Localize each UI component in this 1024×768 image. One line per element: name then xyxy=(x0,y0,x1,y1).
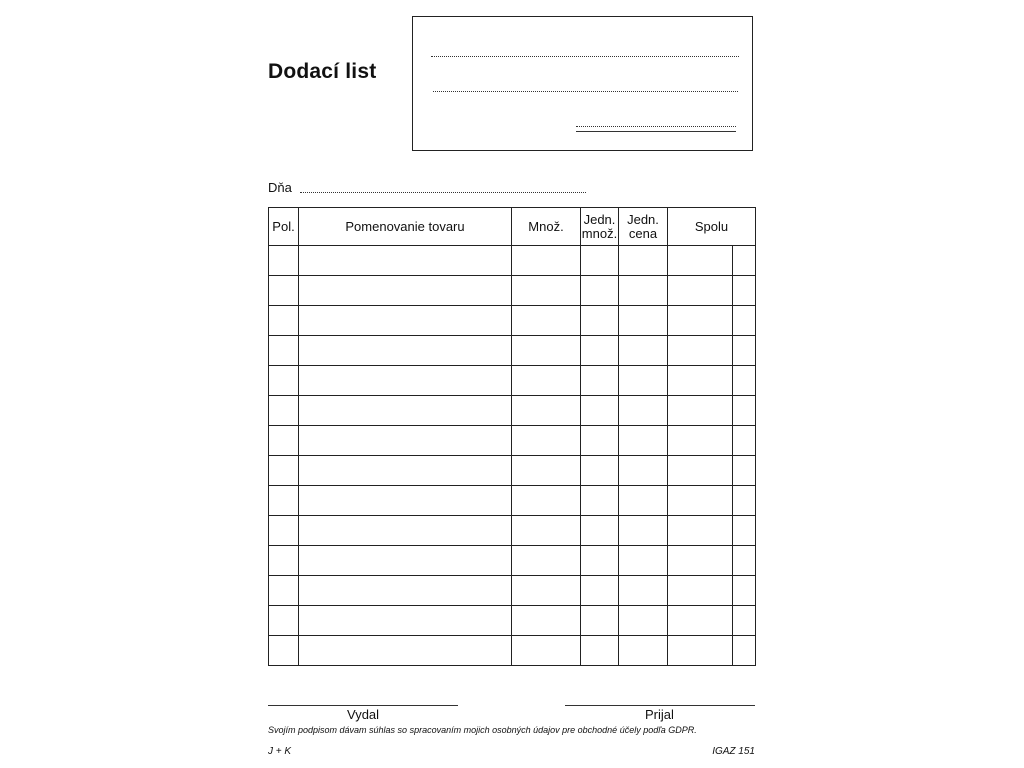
cell-unit-qty[interactable] xyxy=(581,396,619,426)
cell-unit-qty[interactable] xyxy=(581,246,619,276)
cell-unit-qty[interactable] xyxy=(581,486,619,516)
table-header-row xyxy=(269,208,756,246)
cell-name[interactable] xyxy=(299,276,512,306)
cell-total-fraction[interactable] xyxy=(733,606,756,636)
cell-unit-qty[interactable] xyxy=(581,306,619,336)
cell-qty[interactable] xyxy=(512,336,581,366)
document-title: Dodací list xyxy=(268,60,377,83)
cell-unit-qty[interactable] xyxy=(581,546,619,576)
cell-total-main[interactable] xyxy=(668,486,733,516)
cell-total-main[interactable] xyxy=(668,456,733,486)
header-unit-qty-line1: Jedn. xyxy=(583,211,616,227)
header-total: Spolu xyxy=(668,208,756,246)
cell-total-fraction[interactable] xyxy=(733,546,756,576)
cell-name[interactable] xyxy=(299,246,512,276)
cell-unit-price[interactable] xyxy=(619,306,668,336)
cell-qty[interactable] xyxy=(512,246,581,276)
cell-qty[interactable] xyxy=(512,486,581,516)
cell-name[interactable] xyxy=(299,336,512,366)
cell-name[interactable] xyxy=(299,606,512,636)
cell-unit-price[interactable] xyxy=(619,636,668,666)
date-label: Dňa xyxy=(268,180,292,195)
cell-total-fraction[interactable] xyxy=(733,486,756,516)
cell-total-fraction[interactable] xyxy=(733,426,756,456)
cell-name[interactable] xyxy=(299,516,512,546)
cell-total-main[interactable] xyxy=(668,336,733,366)
received-signature-line[interactable] xyxy=(565,705,755,706)
items-table xyxy=(268,207,756,666)
cell-qty[interactable] xyxy=(512,426,581,456)
table-row xyxy=(269,336,756,366)
table-row xyxy=(269,636,756,666)
cell-unit-price[interactable] xyxy=(619,336,668,366)
table-row xyxy=(269,456,756,486)
table-row xyxy=(269,546,756,576)
cell-unit-price[interactable] xyxy=(619,426,668,456)
cell-pos[interactable] xyxy=(269,456,299,486)
table-row xyxy=(269,396,756,426)
cell-unit-qty[interactable] xyxy=(581,426,619,456)
header-unit-price-line2: cena xyxy=(628,225,658,241)
cell-unit-price[interactable] xyxy=(619,546,668,576)
cell-total-main[interactable] xyxy=(668,546,733,576)
cell-unit-qty[interactable] xyxy=(581,606,619,636)
cell-unit-qty[interactable] xyxy=(581,516,619,546)
cell-name[interactable] xyxy=(299,426,512,456)
cell-pos[interactable] xyxy=(269,366,299,396)
header-qty: Množ. xyxy=(512,208,581,246)
address-line-1 xyxy=(431,56,739,57)
cell-unit-qty[interactable] xyxy=(581,456,619,486)
cell-pos[interactable] xyxy=(269,246,299,276)
cell-pos[interactable] xyxy=(269,396,299,426)
cell-unit-qty[interactable] xyxy=(581,336,619,366)
cell-total-main[interactable] xyxy=(668,426,733,456)
cell-pos[interactable] xyxy=(269,636,299,666)
cell-qty[interactable] xyxy=(512,276,581,306)
cell-total-fraction[interactable] xyxy=(733,366,756,396)
cell-pos[interactable] xyxy=(269,336,299,366)
cell-pos[interactable] xyxy=(269,426,299,456)
cell-pos[interactable] xyxy=(269,516,299,546)
cell-qty[interactable] xyxy=(512,636,581,666)
header-name: Pomenovanie tovaru xyxy=(299,208,512,246)
date-field[interactable] xyxy=(300,192,586,193)
cell-unit-price[interactable] xyxy=(619,486,668,516)
cell-qty[interactable] xyxy=(512,576,581,606)
cell-pos[interactable] xyxy=(269,546,299,576)
cell-unit-price[interactable] xyxy=(619,396,668,426)
cell-total-fraction[interactable] xyxy=(733,636,756,666)
cell-qty[interactable] xyxy=(512,366,581,396)
cell-total-fraction[interactable] xyxy=(733,336,756,366)
table-row xyxy=(269,276,756,306)
cell-qty[interactable] xyxy=(512,606,581,636)
issued-signature-line[interactable] xyxy=(268,705,458,706)
header-unit-qty-line2: množ. xyxy=(581,225,618,241)
cell-name[interactable] xyxy=(299,366,512,396)
cell-pos[interactable] xyxy=(269,486,299,516)
cell-total-main[interactable] xyxy=(668,246,733,276)
cell-unit-qty[interactable] xyxy=(581,366,619,396)
address-line-2 xyxy=(433,91,738,92)
header-unit-price xyxy=(619,208,668,246)
gdpr-consent-text: Svojím podpisom dávam súhlas so spracovaním mojich osobných údajov pre obchodné účely podľa GDPR. xyxy=(268,725,697,735)
cell-qty[interactable] xyxy=(512,396,581,426)
footer-publisher: J + K xyxy=(268,746,292,757)
cell-total-fraction[interactable] xyxy=(733,456,756,486)
cell-unit-qty[interactable] xyxy=(581,636,619,666)
received-label: Prijal xyxy=(645,707,674,722)
cell-total-main[interactable] xyxy=(668,636,733,666)
cell-qty[interactable] xyxy=(512,306,581,336)
cell-name[interactable] xyxy=(299,396,512,426)
issued-label: Vydal xyxy=(347,707,380,722)
cell-unit-price[interactable] xyxy=(619,576,668,606)
cell-pos[interactable] xyxy=(269,306,299,336)
cell-name[interactable] xyxy=(299,486,512,516)
table-row xyxy=(269,576,756,606)
cell-unit-price[interactable] xyxy=(619,366,668,396)
cell-total-main[interactable] xyxy=(668,576,733,606)
table-row xyxy=(269,246,756,276)
cell-name[interactable] xyxy=(299,456,512,486)
cell-name[interactable] xyxy=(299,306,512,336)
header-pos: Pol. xyxy=(269,208,299,246)
cell-unit-price[interactable] xyxy=(619,606,668,636)
cell-total-main[interactable] xyxy=(668,306,733,336)
cell-total-fraction[interactable] xyxy=(733,276,756,306)
cell-qty[interactable] xyxy=(512,456,581,486)
cell-unit-qty[interactable] xyxy=(581,276,619,306)
table-row xyxy=(269,606,756,636)
address-box xyxy=(412,16,753,151)
cell-total-fraction[interactable] xyxy=(733,246,756,276)
table-row xyxy=(269,426,756,456)
table-row xyxy=(269,366,756,396)
footer-form-code: IGAZ 151 xyxy=(712,746,755,757)
cell-unit-price[interactable] xyxy=(619,276,668,306)
cell-total-main[interactable] xyxy=(668,366,733,396)
header-unit-qty xyxy=(581,208,619,246)
address-line-3 xyxy=(576,126,736,127)
cell-total-fraction[interactable] xyxy=(733,576,756,606)
cell-unit-price[interactable] xyxy=(619,246,668,276)
address-line-3-underline xyxy=(576,131,736,132)
cell-total-fraction[interactable] xyxy=(733,306,756,336)
cell-total-fraction[interactable] xyxy=(733,396,756,426)
cell-unit-price[interactable] xyxy=(619,456,668,486)
table-row xyxy=(269,486,756,516)
table-row xyxy=(269,516,756,546)
cell-total-main[interactable] xyxy=(668,606,733,636)
cell-total-main[interactable] xyxy=(668,396,733,426)
header-unit-price-line1: Jedn. xyxy=(627,211,659,227)
cell-total-main[interactable] xyxy=(668,276,733,306)
cell-pos[interactable] xyxy=(269,576,299,606)
cell-total-main[interactable] xyxy=(668,516,733,546)
cell-pos[interactable] xyxy=(269,276,299,306)
cell-name[interactable] xyxy=(299,636,512,666)
cell-name[interactable] xyxy=(299,546,512,576)
cell-qty[interactable] xyxy=(512,546,581,576)
cell-unit-qty[interactable] xyxy=(581,576,619,606)
cell-unit-price[interactable] xyxy=(619,516,668,546)
cell-qty[interactable] xyxy=(512,516,581,546)
cell-total-fraction[interactable] xyxy=(733,516,756,546)
cell-name[interactable] xyxy=(299,576,512,606)
cell-pos[interactable] xyxy=(269,606,299,636)
table-row xyxy=(269,306,756,336)
